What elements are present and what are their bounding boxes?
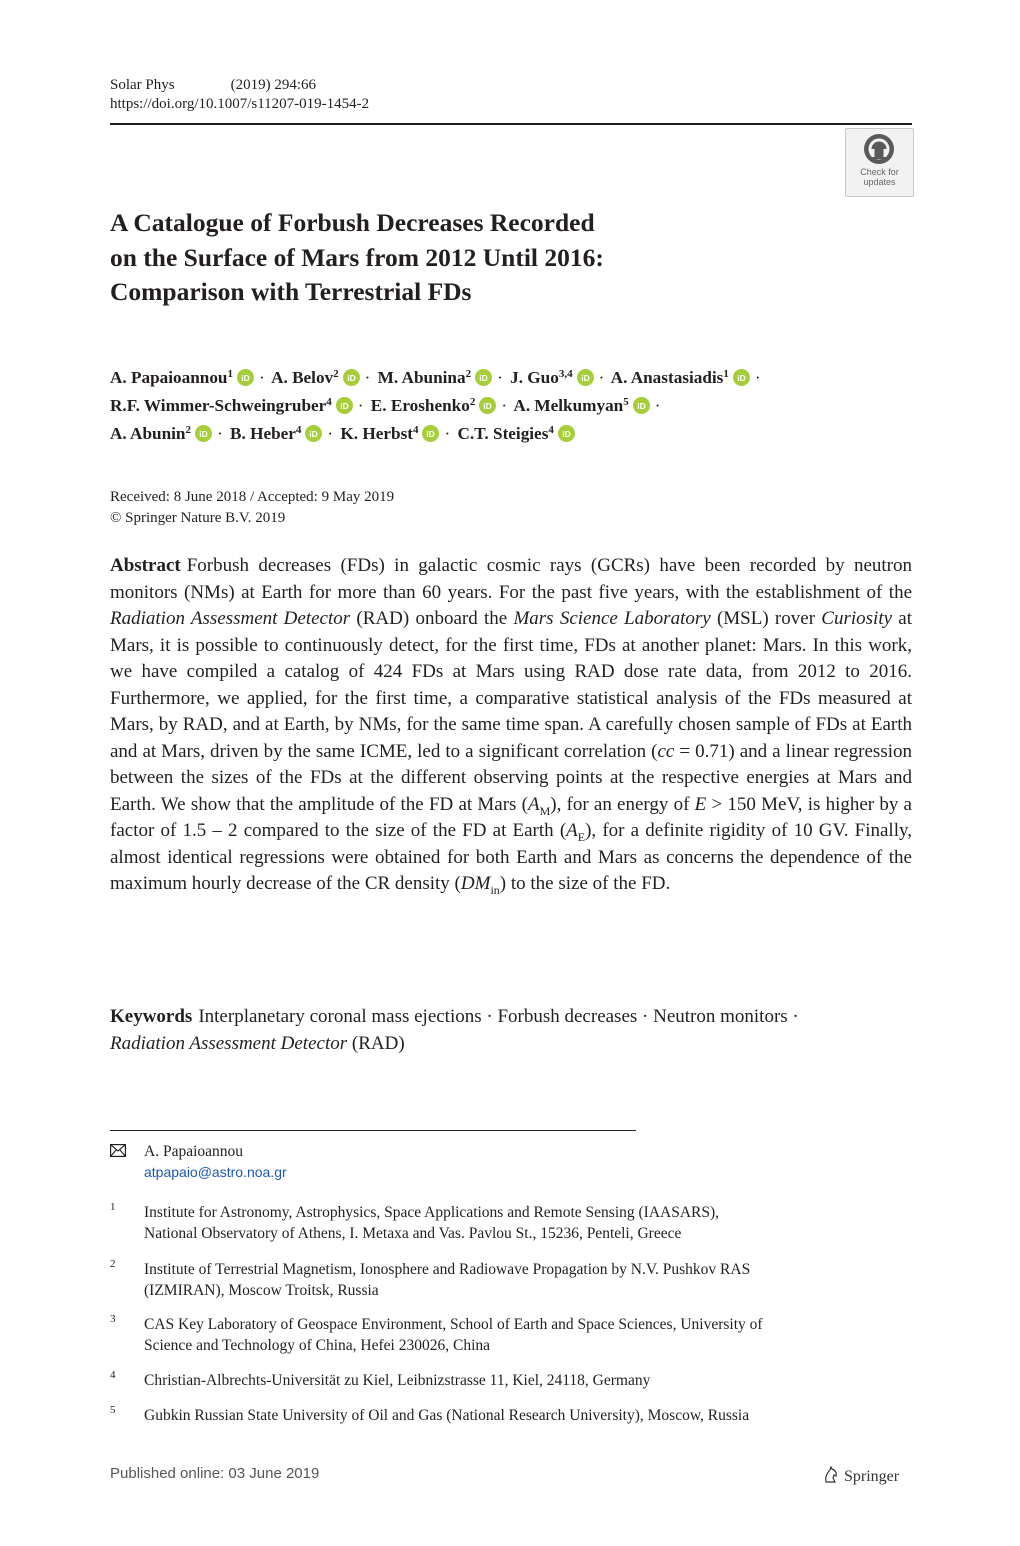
affiliation-line: Science and Technology of China, Hefei 230026, China xyxy=(144,1337,491,1354)
abstract-italic: Curiosity xyxy=(821,608,893,629)
orcid-icon[interactable] xyxy=(343,369,360,386)
paper-title xyxy=(110,206,830,310)
affiliation-line: Institute for Astronomy, Astrophysics, Space Applications and Remote Sensing (IAASARS), xyxy=(144,1204,720,1221)
affiliation-number: 4 xyxy=(110,1369,116,1381)
corresponding-author: A. Papaioannou xyxy=(144,1143,244,1160)
header-rule xyxy=(110,123,912,125)
abstract-label: Abstract xyxy=(110,555,181,576)
author-name: A. Anastasiadis xyxy=(610,368,724,387)
publisher-logo xyxy=(822,1466,899,1486)
svg-text:iD: iD xyxy=(580,372,590,383)
author-aff: 5 xyxy=(623,396,629,408)
published-online: Published online: 03 June 2019 xyxy=(110,1465,320,1482)
publisher-name: Springer xyxy=(844,1468,900,1485)
author-aff: 2 xyxy=(469,396,476,408)
abstract-italic: A xyxy=(527,793,540,815)
svg-text:iD: iD xyxy=(637,400,646,411)
orcid-icon[interactable] xyxy=(733,369,750,386)
orcid-icon[interactable] xyxy=(195,425,212,442)
svg-text:iD: iD xyxy=(562,428,571,439)
affiliation-line: Christian-Albrechts-Universität zu Kiel, Leibnizstrasse 11, Kiel, 24118, Germany xyxy=(144,1372,651,1389)
article-dates xyxy=(110,487,394,529)
orcid-icon[interactable] xyxy=(633,397,650,414)
affiliation-number: 3 xyxy=(110,1313,116,1325)
svg-text:iD: iD xyxy=(346,372,356,383)
author-name: J. Guo xyxy=(510,368,559,387)
abstract-text: ), for an energy of xyxy=(550,793,695,815)
email-link[interactable]: atpapaio@astro.noa.gr xyxy=(144,1164,287,1180)
springer-horse-icon xyxy=(822,1466,840,1484)
check-for-updates-badge[interactable] xyxy=(845,128,914,197)
journal-header xyxy=(110,76,316,95)
affiliation-line: (IZMIRAN), Moscow Troitsk, Russia xyxy=(144,1282,379,1299)
author-aff: 2 xyxy=(333,368,339,380)
abstract xyxy=(110,553,912,898)
svg-text:iD: iD xyxy=(483,400,493,411)
author-aff: 3,4 xyxy=(558,368,573,380)
author-aff: 4 xyxy=(412,424,419,436)
affiliation-line: National Observatory of Athens, I. Metaxa and Vas. Pavlou St., 15236, Penteli, Greece xyxy=(144,1225,682,1242)
affiliation-number: 1 xyxy=(110,1201,116,1213)
author-name: C.T. Steigies xyxy=(457,424,549,443)
orcid-icon[interactable] xyxy=(475,369,492,386)
check-for-updates-icon xyxy=(863,133,895,165)
abstract-text: ), for a definite rigidity of 10 GV. Finally, almost identical regressions were obtained for both Earth and Mars as concerns the dependence of the maximum hourly decrease of the CR density ( xyxy=(110,820,912,894)
keywords-label: Keywords xyxy=(110,1006,193,1027)
abstract-text: Forbush decreases (FDs) in galactic cosmic rays (GCRs) have been recorded by neutron monitors (NMs) at Earth for more than 60 years. For the past five years, with the establishment of the xyxy=(110,555,912,603)
journal-name: Solar Phys xyxy=(110,77,175,93)
received-accepted: Received: 8 June 2018 / Accepted: 9 May 2019 xyxy=(110,489,395,505)
badge-line2: updates xyxy=(863,177,896,187)
affiliation-line: Institute of Terrestrial Magnetism, Ionosphere and Radiowave Propagation by N.V. Pushkov RAS xyxy=(144,1261,751,1278)
svg-text:iD: iD xyxy=(479,372,488,383)
abstract-italic: E xyxy=(694,793,707,815)
affiliation-number: 2 xyxy=(110,1258,116,1270)
abstract-italic: cc xyxy=(657,740,675,762)
author-aff: 4 xyxy=(295,424,302,436)
journal-volume: (2019) 294:66 xyxy=(230,77,317,93)
author-name: B. Heber xyxy=(230,424,296,443)
title-line-3: Comparison with Terrestrial FDs xyxy=(110,277,472,306)
abstract-text: > 150 MeV, is higher by a factor of 1.5 – 2 compared to the size of the FD at Earth ( xyxy=(110,793,912,841)
orcid-icon[interactable] xyxy=(336,397,353,414)
svg-text:iD: iD xyxy=(241,372,250,383)
abstract-italic: DM xyxy=(460,873,491,894)
abstract-subscript: in xyxy=(490,882,500,897)
keywords-italic: Radiation Assessment Detector xyxy=(110,1032,348,1054)
author-name: A. Abunin xyxy=(110,424,186,443)
keywords xyxy=(110,1004,912,1057)
svg-text:iD: iD xyxy=(340,400,349,411)
abstract-text: = 0.71) and a linear regression between the sizes of the FDs at the different observing points at the respective energies at Mars and Earth. We show that the amplitude of the FD at Mars ( xyxy=(110,740,912,815)
svg-text:iD: iD xyxy=(737,372,746,383)
orcid-icon[interactable] xyxy=(237,369,254,386)
author-name: K. Herbst xyxy=(340,424,413,443)
abstract-subscript: M xyxy=(539,803,551,818)
orcid-icon[interactable] xyxy=(558,425,575,442)
orcid-icon[interactable] xyxy=(479,397,496,414)
svg-text:iD: iD xyxy=(426,428,436,439)
title-line-1: A Catalogue of Forbush Decreases Recorded xyxy=(110,208,595,237)
author-name: A. Melkumyan xyxy=(513,396,624,415)
copyright: © Springer Nature B.V. 2019 xyxy=(110,510,286,526)
author-name: A. Papaioannou xyxy=(110,368,228,387)
abstract-text: (MSL) rover xyxy=(710,608,822,629)
abstract-text: (RAD) onboard the xyxy=(350,608,514,629)
author-name: M. Abunina xyxy=(377,368,466,387)
author-aff: 2 xyxy=(465,368,472,380)
abstract-italic: Mars Science Laboratory xyxy=(513,608,711,629)
orcid-icon[interactable] xyxy=(305,425,322,442)
abstract-text: ) to the size of the FD. xyxy=(499,873,671,894)
author-aff: 4 xyxy=(548,424,554,436)
author-aff: 4 xyxy=(326,396,332,408)
abstract-italic: A xyxy=(566,820,578,841)
doi-link[interactable]: https://doi.org/10.1007/s11207-019-1454-2 xyxy=(110,96,370,112)
title-line-2: on the Surface of Mars from 2012 Until 2016: xyxy=(110,242,604,272)
abstract-subscript: E xyxy=(577,829,586,844)
keywords-tail: (RAD) xyxy=(347,1032,405,1054)
svg-text:iD: iD xyxy=(199,428,208,439)
footnote-rule xyxy=(110,1130,636,1131)
author-list: A. Papaioannou$^1$ iD · A. Belov$^2$ iD · M. Abunina$^2$ iD · J. Guo$^{3,4}$ iD · A. Anastasiadis$^1$ iD · R.F. Wimmer-Schweingruber$^4$ iD · E. Eroshenko$^2$ iD · A. Melkumyan$^5$ iD · A. Abunin$^2$ iD · B. Heber$^4$ iD · K. Herbst$^4$ iD · C.T. Steigies$^4$ iD xyxy=(110,368,761,443)
abstract-text: at Mars, it is possible to continuously detect, for the first time, FDs at another planet: Mars. In this work, we have compiled a catalog of 424 FDs at Mars using RAD dose rate data, from 2012 to 2016. Furthermore, we applied, for the first time, a comparative statistical analysis of the FDs measured at Mars, by RAD, and at Earth, by NMs, for the same time span. A carefully chosen sample of FDs at Earth and at Mars, driven by the same ICME, led to a significant correlation ( xyxy=(110,608,913,762)
svg-text:iD: iD xyxy=(309,428,319,439)
envelope-icon xyxy=(110,1144,126,1157)
badge-line1: Check for xyxy=(860,167,899,177)
affiliation-line: CAS Key Laboratory of Geospace Environment, School of Earth and Space Sciences, University of xyxy=(144,1316,763,1333)
orcid-icon[interactable] xyxy=(577,369,594,386)
author-name: A. Belov xyxy=(271,368,334,387)
affiliation-number: 5 xyxy=(110,1404,116,1416)
author-name: E. Eroshenko xyxy=(370,396,470,415)
author-aff: 1 xyxy=(227,368,233,380)
author-name: R.F. Wimmer-Schweingruber xyxy=(110,396,327,415)
abstract-italic: Radiation Assessment Detector xyxy=(110,608,351,629)
affiliation-line: Gubkin Russian State University of Oil and Gas (National Research University), Moscow, Russia xyxy=(144,1407,750,1424)
orcid-icon[interactable] xyxy=(422,425,439,442)
keywords-text: Interplanetary coronal mass ejections · Forbush decreases · Neutron monitors · xyxy=(198,1006,799,1027)
author-aff: 1 xyxy=(723,368,729,380)
author-aff: 2 xyxy=(185,424,191,436)
